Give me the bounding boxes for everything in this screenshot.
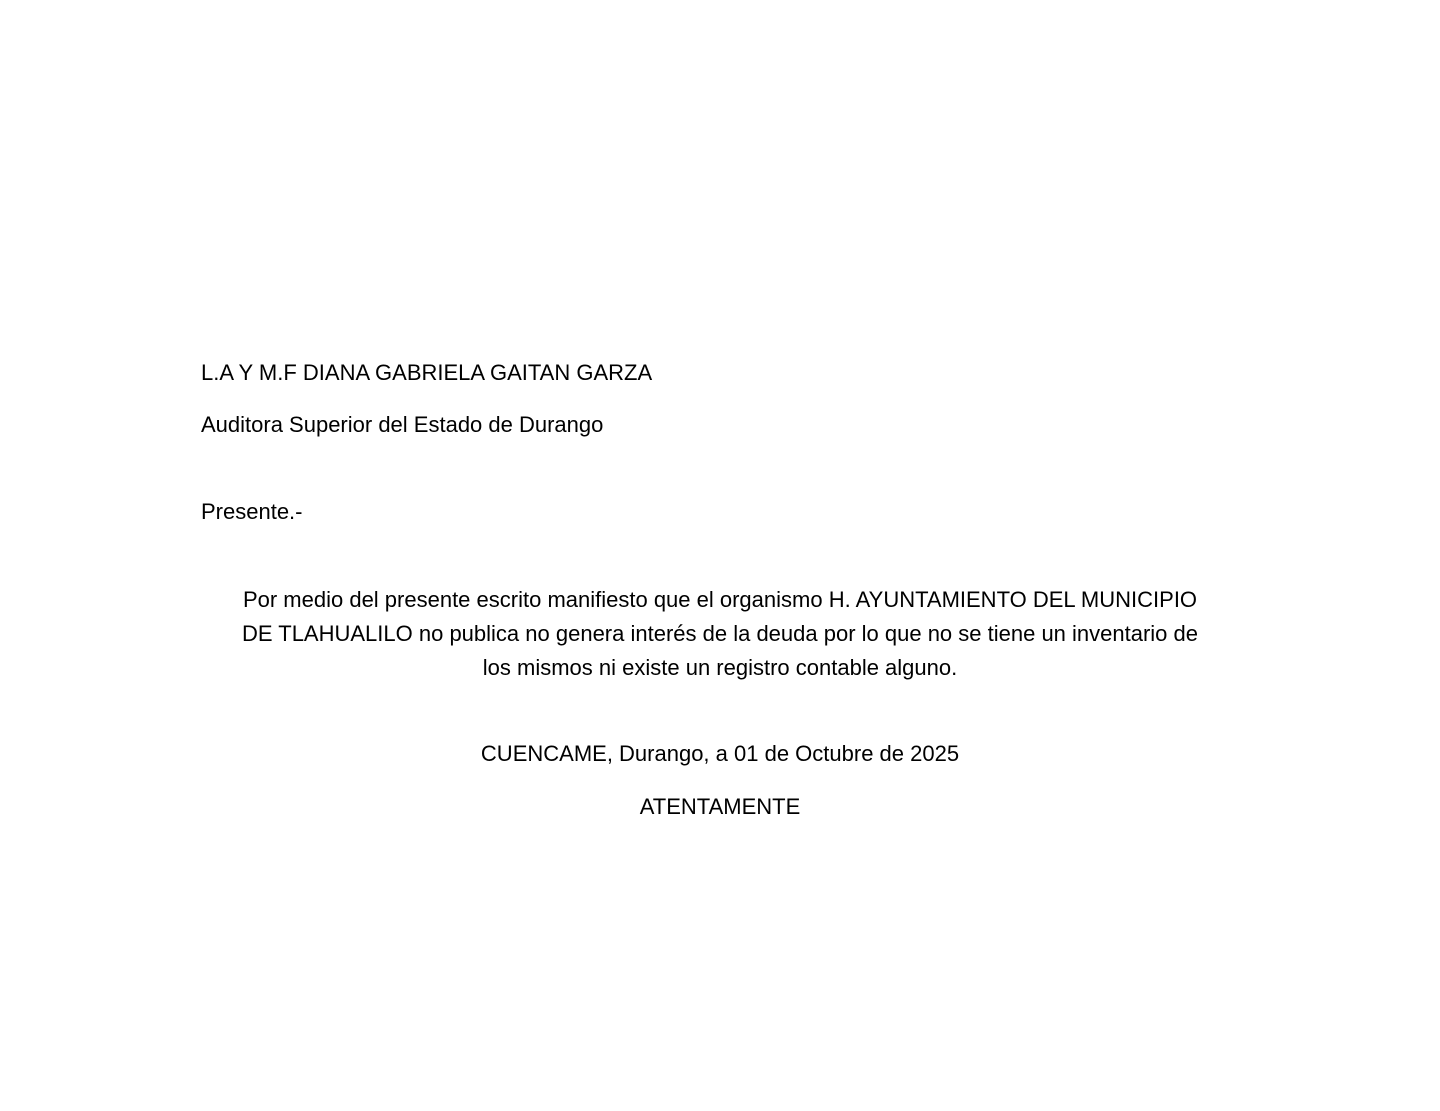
body-line: los mismos ni existe un registro contable alguno. [482,655,958,680]
salutation: Presente.- [201,499,303,524]
place-date: CUENCAME, Durango, a 01 de Octubre de 2025 [480,741,960,766]
closing: ATENTAMENTE [639,794,801,819]
body-paragraph [200,583,1240,685]
body-line: Por medio del presente escrito manifiesto que el organismo H. AYUNTAMIENTO DEL MUNICIPIO [242,587,1198,612]
recipient-title: Auditora Superior del Estado de Durango [201,412,604,437]
recipient-name: L.A Y M.F DIANA GABRIELA GAITAN GARZA [201,360,653,385]
body-line: DE TLAHUALILO no publica no genera interés de la deuda por lo que no se tiene un inventario de [241,621,1198,646]
